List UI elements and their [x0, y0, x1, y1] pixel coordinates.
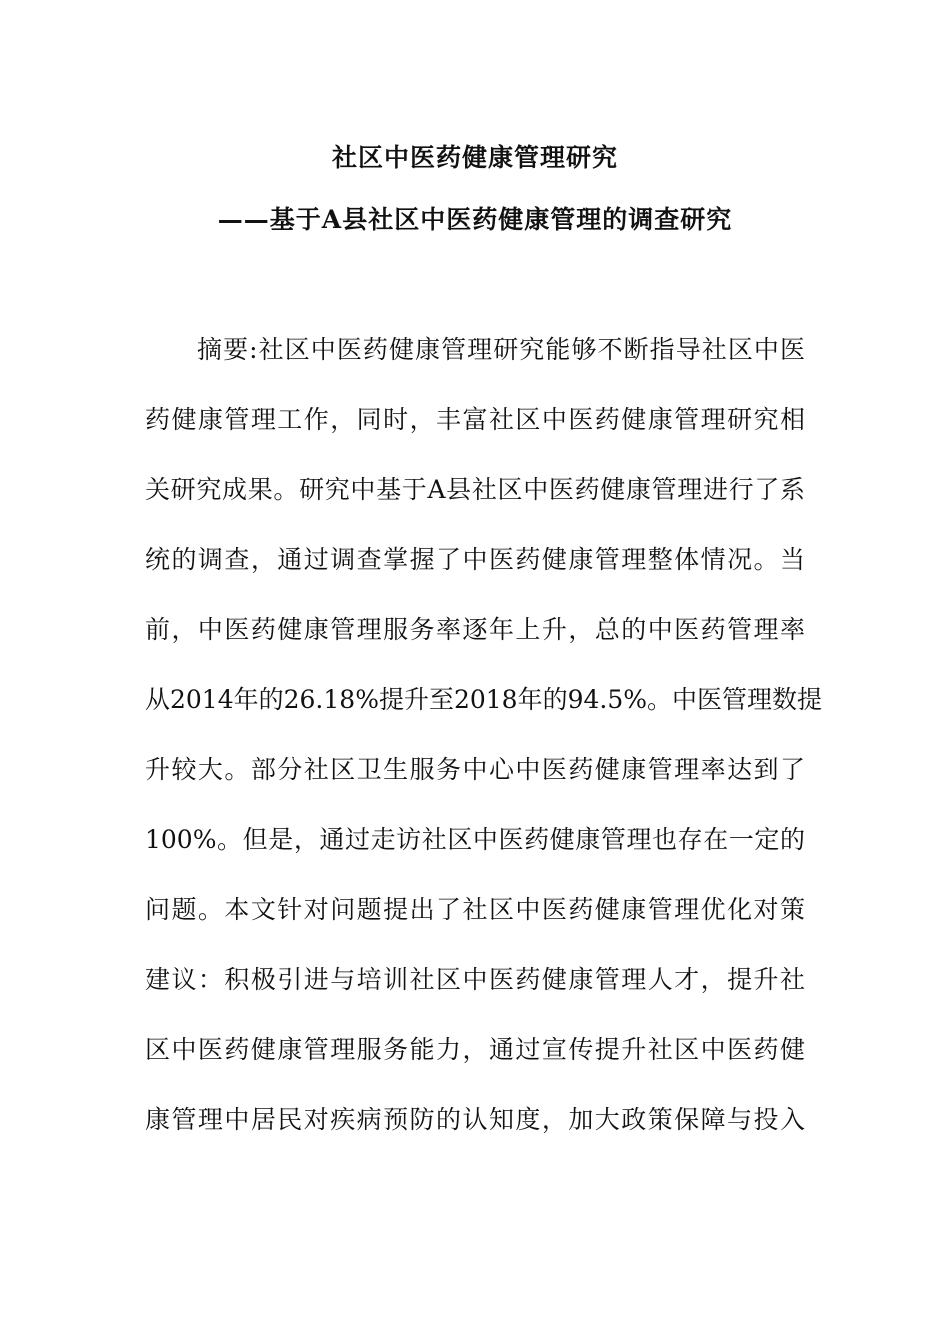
abstract-line: 摘要:社区中医药健康管理研究能够不断指导社区中医	[197, 335, 805, 364]
abstract-line: 100%。但是，通过走访社区中医药健康管理也存在一定的	[145, 825, 805, 854]
abstract-line: 关研究成果。研究中基于A县社区中医药健康管理进行了系	[145, 475, 805, 504]
abstract-line: 康管理中居民对疾病预防的认知度，加大政策保障与投入	[145, 1105, 805, 1134]
abstract-line: 区中医药健康管理服务能力，通过宣传提升社区中医药健	[145, 1035, 805, 1064]
abstract-line: 从2014年的26.18%提升至2018年的94.5%。中医管理数提	[145, 685, 822, 714]
abstract-line: 统的调查，通过调查掌握了中医药健康管理整体情况。当	[145, 545, 805, 574]
document-title: 社区中医药健康管理研究	[331, 143, 618, 172]
abstract-line: 药健康管理工作，同时，丰富社区中医药健康管理研究相	[145, 405, 805, 434]
abstract-paragraph	[145, 322, 822, 1162]
document-subtitle: ——基于A县社区中医药健康管理的调查研究	[217, 205, 733, 234]
abstract-line: 前，中医药健康管理服务率逐年上升，总的中医药管理率	[145, 615, 805, 644]
abstract-line: 升较大。部分社区卫生服务中心中医药健康管理率达到了	[145, 755, 805, 784]
abstract-line: 问题。本文针对问题提出了社区中医药健康管理优化对策	[145, 895, 805, 924]
abstract-line: 建议：积极引进与培训社区中医药健康管理人才，提升社	[145, 965, 805, 994]
